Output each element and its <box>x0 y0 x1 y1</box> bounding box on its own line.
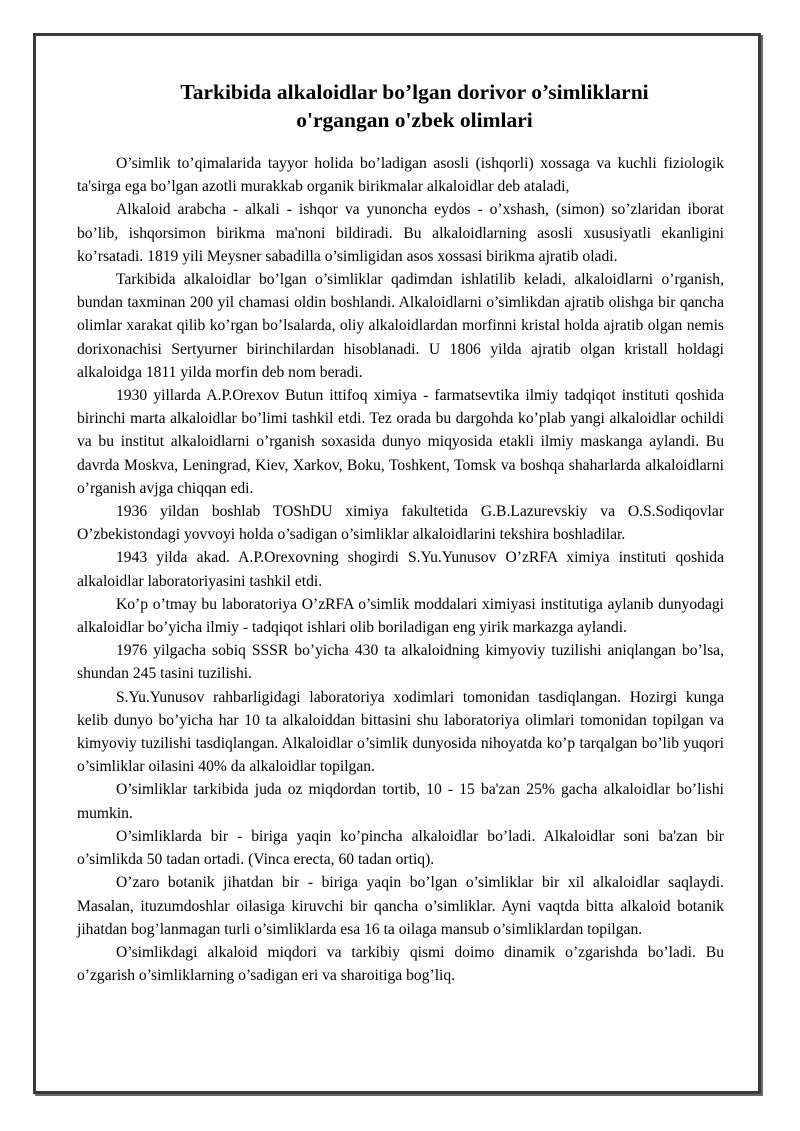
paragraph: O’zaro botanik jihatdan bir - biriga yaqin bo’lgan o’simliklar bir xil alkaloidlar saqlaydi. Masalan, ituzumdoshlar oilasiga kiruvchi bir qancha o’simliklar. Ayni vaqtda bitta alkaloid botanik jihatdan bog’lanmagan turli o’simliklarda esa 16 ta oilaga mansub o’simliklardan topilgan. <box>77 874 724 938</box>
document-body <box>77 78 724 987</box>
title-line-2: o'rgangan o'zbek olimlari <box>296 108 533 132</box>
paragraph: O’simlikdagi alkaloid miqdori va tarkibiy qismi doimo dinamik o’zgarishda bo’ladi. Bu o’zgarish o’simliklarning o’sadigan eri va sharoitiga bog’liq. <box>77 943 724 985</box>
paragraph: Alkaloid arabcha - alkali - ishqor va yunoncha eydos - o’xshash, (simon) so’zlaridan iborat bo’lib, ishqorsimon birikma ma'noni bildiradi. Bu alkaloidlarning asosli xususiyatli ekanligini ko’rsatadi. 1819 yili Meysner sabadilla o’simligidan asos xossasi birikma ajratib oladi. <box>77 201 724 265</box>
paragraph: 1976 yilgacha sobiq SSSR bo’yicha 430 ta alkaloidning kimyoviy tuzilishi aniqlangan bo’lsa, shundan 245 tasini tuzilishi. <box>77 642 724 683</box>
paragraph: Ko’p o’tmay bu laboratoriya O’zRFA o’simlik moddalari ximiyasi institutiga aylanib dunyodagi alkaloidlar bo’yicha ilmiy - tadqiqot ishlari olib boriladigan eng yirik markazga aylandi. <box>77 595 724 637</box>
paragraph: O’simliklar tarkibida juda oz miqdordan tortib, 10 - 15 ba'zan 25% gacha alkaloidlar bo’lishi mumkin. <box>77 781 724 822</box>
paragraph: 1943 yilda akad. A.P.Orexovning shogirdi S.Yu.Yunusov O’zRFA ximiya instituti qoshida alkaloidlar laboratoriyasini tashkil etdi. <box>77 549 724 590</box>
title-line-1: Tarkibida alkaloidlar bo’lgan dorivor o’simliklarni <box>180 80 649 104</box>
paragraph: 1930 yillarda A.P.Orexov Butun ittifoq ximiya - farmatsevtika ilmiy tadqiqot instituti qoshida birinchi marta alkaloidlar bo’limi tashkil etdi. Tez orada bu dargohda ko’plab yangi alkaloidlar ochildi va bu institut alkaloidlarni o’rganish soxasida dunyo miqyosida etakli ilmiy maskanga aylandi. Bu davrda Moskva, Leningrad, Kiev, Xarkov, Boku, Toshkent, Tomsk va boshqa shaharlarda alkaloidlarni o’rganish avjga chiqqan edi. <box>77 387 724 497</box>
paragraph: O’simlik to’qimalarida tayyor holida bo’ladigan asosli (ishqorli) xossaga va kuchli fiziologik ta'sirga ega bo’lgan azotli murakkab organik birikmalar alkaloidlar deb ataladi, <box>77 155 724 196</box>
paragraph: Tarkibida alkaloidlar bo’lgan o’simliklar qadimdan ishlatilib keladi, alkaloidlarni o’rganish, bundan taxminan 200 yil chamasi oldin boshlandi. Alkaloidlarni o’simlikdan ajratib olishga bir qancha olimlar xarakat qilib ko’rgan bo’lsalarda, oliy alkaloidlardan morfinni kristal holda ajratib olgan nemis dorixonachisi Sertyurner birinchilardan hisoblanadi. U 1806 yilda ajratib olgan kristall holdagi alkaloidga 1811 yilda morfin deb nom beradi. <box>77 271 724 381</box>
paragraph: 1936 yildan boshlab TOShDU ximiya fakultetida G.B.Lazurevskiy va O.S.Sodiqovlar O’zbekistondagi yovvoyi holda o’sadigan o’simliklar alkaloidlarini tekshira boshladilar. <box>77 503 724 544</box>
paragraph: S.Yu.Yunusov rahbarligidagi laboratoriya xodimlari tomonidan tasdiqlangan. Hozirgi kunga kelib dunyo bo’yicha har 10 ta alkaloiddan bittasini shu laboratoriya olimlari tomonidan topilgan va kimyoviy tuzilishi tasdiqlangan. Alkaloidlar o’simlik dunyosida nihoyatda ko’p tarqalgan bo’lib yuqori o’simliklar oilasini 40% da alkaloidlar topilgan. <box>77 688 724 776</box>
document-title <box>77 78 724 134</box>
paragraph: O’simliklarda bir - biriga yaqin ko’pincha alkaloidlar bo’ladi. Alkaloidlar soni ba'zan bir o’simlikda 50 tadan ortadi. (Vinca erecta, 60 tadan ortiq). <box>77 827 724 869</box>
